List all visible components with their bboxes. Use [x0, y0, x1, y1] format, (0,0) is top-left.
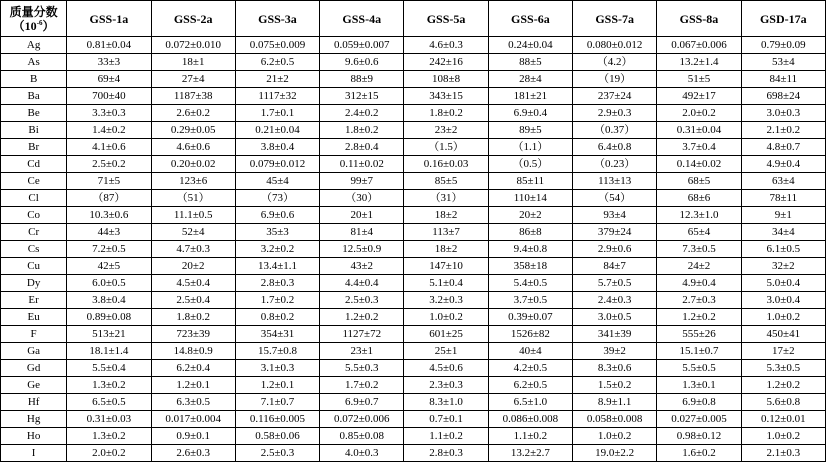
table-row: [1, 292, 826, 309]
column-header: GSD-17a: [741, 1, 825, 37]
table-cell: 44±3: [67, 224, 151, 241]
table-cell: 1.0±0.2: [741, 428, 825, 445]
table-cell: 10.3±0.6: [67, 207, 151, 224]
table-cell: 12.5±0.9: [320, 241, 404, 258]
element-label: F: [1, 326, 67, 343]
table-cell: 0.79±0.09: [741, 37, 825, 54]
table-cell: 700±40: [67, 88, 151, 105]
table-cell: 3.1±0.3: [235, 360, 319, 377]
table-cell: 6.5±0.5: [67, 394, 151, 411]
column-header: GSS-6a: [488, 1, 572, 37]
table-cell: 450±41: [741, 326, 825, 343]
table-cell: 0.20±0.02: [151, 156, 235, 173]
table-cell: 343±15: [404, 88, 488, 105]
table-cell: 6.9±0.7: [320, 394, 404, 411]
element-label: Er: [1, 292, 67, 309]
table-cell: 5.5±0.4: [67, 360, 151, 377]
table-cell: 341±39: [573, 326, 657, 343]
table-row: [1, 394, 826, 411]
table-row: [1, 428, 826, 445]
table-cell: 21±2: [235, 71, 319, 88]
table-cell: 1.1±0.2: [488, 428, 572, 445]
table-cell: 0.080±0.012: [573, 37, 657, 54]
table-cell: 0.086±0.008: [488, 411, 572, 428]
table-cell: 3.7±0.4: [657, 139, 741, 156]
table-cell: 45±4: [235, 173, 319, 190]
table-cell: 6.9±0.4: [488, 105, 572, 122]
corner-header-cell: [1, 1, 67, 37]
table-cell: 85±11: [488, 173, 572, 190]
table-cell: 42±5: [67, 258, 151, 275]
table-row: [1, 173, 826, 190]
table-cell: 1187±38: [151, 88, 235, 105]
table-cell: 2.5±0.4: [151, 292, 235, 309]
table-cell: 89±5: [488, 122, 572, 139]
table-cell: 18±2: [404, 241, 488, 258]
table-cell: 0.059±0.007: [320, 37, 404, 54]
table-cell: 6.9±0.8: [657, 394, 741, 411]
table-cell: 2.0±0.2: [67, 445, 151, 462]
table-cell: 555±26: [657, 326, 741, 343]
table-cell: 68±5: [657, 173, 741, 190]
table-cell: 1.2±0.1: [235, 377, 319, 394]
table-cell: 18.1±1.4: [67, 343, 151, 360]
table-cell: 3.0±0.5: [573, 309, 657, 326]
table-cell: 601±25: [404, 326, 488, 343]
table-cell: 12.3±1.0: [657, 207, 741, 224]
table-cell: 5.7±0.5: [573, 275, 657, 292]
table-cell: 0.58±0.06: [235, 428, 319, 445]
table-cell: 1.7±0.2: [320, 377, 404, 394]
table-cell: 3.2±0.3: [404, 292, 488, 309]
table-cell: 8.9±1.1: [573, 394, 657, 411]
table-cell: 5.3±0.5: [741, 360, 825, 377]
corner-unit: $(10^{-6})$: [12, 18, 55, 33]
column-header: GSS-3a: [235, 1, 319, 37]
column-header: GSS-5a: [404, 1, 488, 37]
element-label: Hg: [1, 411, 67, 428]
table-cell: 1.7±0.1: [235, 105, 319, 122]
table-cell: 1.2±0.2: [657, 309, 741, 326]
table-cell: 0.85±0.08: [320, 428, 404, 445]
table-cell: （1.5）: [404, 139, 488, 156]
element-label: Be: [1, 105, 67, 122]
element-label: Eu: [1, 309, 67, 326]
table-cell: 8.3±0.6: [573, 360, 657, 377]
table-cell: 2.9±0.3: [573, 105, 657, 122]
table-row: [1, 190, 826, 207]
table-cell: 6.5±1.0: [488, 394, 572, 411]
table-cell: 2.8±0.4: [320, 139, 404, 156]
table-cell: 3.7±0.5: [488, 292, 572, 309]
element-label: Ga: [1, 343, 67, 360]
table-cell: 0.7±0.1: [404, 411, 488, 428]
table-cell: 88±9: [320, 71, 404, 88]
table-cell: 1.3±0.2: [67, 377, 151, 394]
table-cell: 17±2: [741, 343, 825, 360]
table-cell: 358±18: [488, 258, 572, 275]
table-cell: 3.8±0.4: [235, 139, 319, 156]
element-label: Cd: [1, 156, 67, 173]
table-row: [1, 156, 826, 173]
table-row: [1, 139, 826, 156]
table-row: [1, 37, 826, 54]
table-row: [1, 309, 826, 326]
table-cell: 1.0±0.2: [573, 428, 657, 445]
table-cell: 28±4: [488, 71, 572, 88]
table-cell: 0.072±0.010: [151, 37, 235, 54]
table-cell: 23±2: [404, 122, 488, 139]
table-cell: 1.7±0.2: [235, 292, 319, 309]
element-label: Cs: [1, 241, 67, 258]
table-cell: 6.9±0.6: [235, 207, 319, 224]
element-label: Ba: [1, 88, 67, 105]
table-cell: 81±4: [320, 224, 404, 241]
table-row: [1, 88, 826, 105]
table-cell: 354±31: [235, 326, 319, 343]
element-label: Cl: [1, 190, 67, 207]
element-label: Dy: [1, 275, 67, 292]
corner-label: 质量分数: [9, 4, 58, 19]
table-row: [1, 258, 826, 275]
table-cell: 4.9±0.4: [657, 275, 741, 292]
table-cell: 5.4±0.5: [488, 275, 572, 292]
table-cell: 3.0±0.3: [741, 105, 825, 122]
table-cell: 2.1±0.2: [741, 122, 825, 139]
table-cell: （31）: [404, 190, 488, 207]
table-cell: （0.5）: [488, 156, 572, 173]
table-cell: 0.31±0.04: [657, 122, 741, 139]
table-cell: 0.11±0.02: [320, 156, 404, 173]
table-cell: 113±13: [573, 173, 657, 190]
table-cell: 69±4: [67, 71, 151, 88]
table-cell: 40±4: [488, 343, 572, 360]
table-cell: 4.9±0.4: [741, 156, 825, 173]
table-cell: 0.14±0.02: [657, 156, 741, 173]
table-cell: 63±4: [741, 173, 825, 190]
table-cell: 71±5: [67, 173, 151, 190]
table-cell: 379±24: [573, 224, 657, 241]
table-cell: 0.075±0.009: [235, 37, 319, 54]
table-cell: 11.1±0.5: [151, 207, 235, 224]
table-cell: 0.81±0.04: [67, 37, 151, 54]
table-cell: 0.16±0.03: [404, 156, 488, 173]
table-cell: 1.3±0.1: [657, 377, 741, 394]
table-cell: 0.98±0.12: [657, 428, 741, 445]
table-cell: 3.8±0.4: [67, 292, 151, 309]
table-cell: 13.2±1.4: [657, 54, 741, 71]
table-cell: 53±4: [741, 54, 825, 71]
table-row: [1, 224, 826, 241]
table-cell: （19）: [573, 71, 657, 88]
table-cell: 0.067±0.006: [657, 37, 741, 54]
table-cell: 2.3±0.3: [404, 377, 488, 394]
table-cell: 2.8±0.3: [404, 445, 488, 462]
table-cell: 4.6±0.3: [404, 37, 488, 54]
table-row: [1, 207, 826, 224]
table-cell: 7.1±0.7: [235, 394, 319, 411]
table-cell: 237±24: [573, 88, 657, 105]
table-cell: 4.8±0.7: [741, 139, 825, 156]
table-cell: 4.1±0.6: [67, 139, 151, 156]
table-cell: 1526±82: [488, 326, 572, 343]
table-cell: 1.0±0.2: [404, 309, 488, 326]
table-cell: 2.9±0.6: [573, 241, 657, 258]
table-cell: 1.2±0.1: [151, 377, 235, 394]
table-cell: 5.6±0.8: [741, 394, 825, 411]
table-cell: 0.21±0.04: [235, 122, 319, 139]
table-cell: 2.6±0.3: [151, 445, 235, 462]
table-cell: 113±7: [404, 224, 488, 241]
table-cell: （0.37）: [573, 122, 657, 139]
element-label: Bi: [1, 122, 67, 139]
table-cell: 0.31±0.03: [67, 411, 151, 428]
table-cell: 0.24±0.04: [488, 37, 572, 54]
element-label: I: [1, 445, 67, 462]
table-cell: 15.7±0.8: [235, 343, 319, 360]
table-cell: （51）: [151, 190, 235, 207]
table-row: [1, 360, 826, 377]
table-cell: 84±7: [573, 258, 657, 275]
table-row: [1, 343, 826, 360]
table-cell: 698±24: [741, 88, 825, 105]
table-cell: 0.079±0.012: [235, 156, 319, 173]
table-row: [1, 411, 826, 428]
table-row: [1, 54, 826, 71]
element-label: Br: [1, 139, 67, 156]
element-label: Ge: [1, 377, 67, 394]
table-cell: 181±21: [488, 88, 572, 105]
table-cell: 32±2: [741, 258, 825, 275]
table-cell: 39±2: [573, 343, 657, 360]
table-cell: 33±3: [67, 54, 151, 71]
table-cell: 13.4±1.1: [235, 258, 319, 275]
table-cell: 6.2±0.5: [488, 377, 572, 394]
table-cell: （0.23）: [573, 156, 657, 173]
table-cell: 1.3±0.2: [67, 428, 151, 445]
table-cell: 1.5±0.2: [573, 377, 657, 394]
table-cell: 4.4±0.4: [320, 275, 404, 292]
table-cell: 93±4: [573, 207, 657, 224]
table-cell: 312±15: [320, 88, 404, 105]
table-cell: 1.2±0.2: [320, 309, 404, 326]
table-cell: 4.5±0.6: [404, 360, 488, 377]
column-header: GSS-1a: [67, 1, 151, 37]
table-cell: 9.6±0.6: [320, 54, 404, 71]
table-cell: 4.0±0.3: [320, 445, 404, 462]
element-label: Cu: [1, 258, 67, 275]
table-cell: 4.6±0.6: [151, 139, 235, 156]
table-cell: 20±2: [151, 258, 235, 275]
table-cell: 1.8±0.2: [320, 122, 404, 139]
table-cell: 2.4±0.2: [320, 105, 404, 122]
table-cell: 123±6: [151, 173, 235, 190]
table-cell: 3.2±0.2: [235, 241, 319, 258]
table-cell: 7.2±0.5: [67, 241, 151, 258]
element-label: Ce: [1, 173, 67, 190]
table-cell: 0.8±0.2: [235, 309, 319, 326]
table-cell: 5.0±0.4: [741, 275, 825, 292]
table-row: [1, 105, 826, 122]
table-cell: 20±2: [488, 207, 572, 224]
table-cell: 4.7±0.3: [151, 241, 235, 258]
table-cell: 25±1: [404, 343, 488, 360]
table-cell: 0.116±0.005: [235, 411, 319, 428]
column-header: GSS-4a: [320, 1, 404, 37]
table-cell: 2.7±0.3: [657, 292, 741, 309]
table-cell: （30）: [320, 190, 404, 207]
table-header: [1, 1, 826, 37]
table-cell: 6.0±0.5: [67, 275, 151, 292]
table-cell: 492±17: [657, 88, 741, 105]
table-cell: 24±2: [657, 258, 741, 275]
table-cell: （87）: [67, 190, 151, 207]
element-label: Gd: [1, 360, 67, 377]
table-cell: 0.027±0.005: [657, 411, 741, 428]
table-cell: 8.3±1.0: [404, 394, 488, 411]
table-cell: 1.6±0.2: [657, 445, 741, 462]
column-header: GSS-2a: [151, 1, 235, 37]
table-cell: 2.4±0.3: [573, 292, 657, 309]
table-cell: 2.5±0.2: [67, 156, 151, 173]
table-cell: 19.0±2.2: [573, 445, 657, 462]
table-cell: 43±2: [320, 258, 404, 275]
table-cell: 27±4: [151, 71, 235, 88]
table-cell: 1127±72: [320, 326, 404, 343]
table-cell: 0.9±0.1: [151, 428, 235, 445]
table-cell: 1.2±0.2: [741, 377, 825, 394]
element-label: Ho: [1, 428, 67, 445]
table-cell: 0.072±0.006: [320, 411, 404, 428]
table-cell: 4.5±0.4: [151, 275, 235, 292]
table-cell: 0.12±0.01: [741, 411, 825, 428]
table-row: [1, 377, 826, 394]
table-cell: 0.017±0.004: [151, 411, 235, 428]
table-cell: 1.8±0.2: [404, 105, 488, 122]
table-cell: （54）: [573, 190, 657, 207]
table-cell: 0.39±0.07: [488, 309, 572, 326]
table-cell: 5.5±0.5: [657, 360, 741, 377]
table-cell: 1117±32: [235, 88, 319, 105]
table-cell: 723±39: [151, 326, 235, 343]
table-row: [1, 326, 826, 343]
table-cell: 4.2±0.5: [488, 360, 572, 377]
table-cell: 14.8±0.9: [151, 343, 235, 360]
table-cell: 18±1: [151, 54, 235, 71]
column-header: GSS-8a: [657, 1, 741, 37]
table-cell: 147±10: [404, 258, 488, 275]
table-cell: 23±1: [320, 343, 404, 360]
table-row: [1, 445, 826, 462]
table-cell: 52±4: [151, 224, 235, 241]
table-cell: 110±14: [488, 190, 572, 207]
table-cell: 51±5: [657, 71, 741, 88]
table-row: [1, 241, 826, 258]
table-cell: 2.1±0.3: [741, 445, 825, 462]
header-row: [1, 1, 826, 37]
table-cell: 88±5: [488, 54, 572, 71]
element-label: Hf: [1, 394, 67, 411]
table-cell: 5.1±0.4: [404, 275, 488, 292]
table-cell: 65±4: [657, 224, 741, 241]
table-cell: 15.1±0.7: [657, 343, 741, 360]
table-cell: （4.2）: [573, 54, 657, 71]
table-row: [1, 275, 826, 292]
table-cell: 0.058±0.008: [573, 411, 657, 428]
table-cell: 2.0±0.2: [657, 105, 741, 122]
table-body: [1, 37, 826, 462]
table-cell: 86±8: [488, 224, 572, 241]
table-cell: 20±1: [320, 207, 404, 224]
table-cell: 18±2: [404, 207, 488, 224]
table-cell: 7.3±0.5: [657, 241, 741, 258]
table-cell: 84±11: [741, 71, 825, 88]
table-cell: 35±3: [235, 224, 319, 241]
element-label: Cr: [1, 224, 67, 241]
table-cell: 6.3±0.5: [151, 394, 235, 411]
column-header: GSS-7a: [573, 1, 657, 37]
table-cell: 13.2±2.7: [488, 445, 572, 462]
element-label: B: [1, 71, 67, 88]
table-row: [1, 122, 826, 139]
table-cell: 108±8: [404, 71, 488, 88]
table-cell: 3.0±0.4: [741, 292, 825, 309]
table-cell: 6.4±0.8: [573, 139, 657, 156]
table-cell: （73）: [235, 190, 319, 207]
table-cell: 78±11: [741, 190, 825, 207]
table-row: [1, 71, 826, 88]
element-label: Ag: [1, 37, 67, 54]
table-cell: 2.8±0.3: [235, 275, 319, 292]
element-label: As: [1, 54, 67, 71]
table-cell: 1.8±0.2: [151, 309, 235, 326]
table-cell: 242±16: [404, 54, 488, 71]
table-cell: 2.5±0.3: [235, 445, 319, 462]
table-cell: 0.29±0.05: [151, 122, 235, 139]
table-cell: （1.1）: [488, 139, 572, 156]
table-cell: 1.1±0.2: [404, 428, 488, 445]
table-cell: 85±5: [404, 173, 488, 190]
table-cell: 513±21: [67, 326, 151, 343]
table-cell: 1.0±0.2: [741, 309, 825, 326]
table-cell: 2.6±0.2: [151, 105, 235, 122]
table-cell: 99±7: [320, 173, 404, 190]
table-cell: 1.4±0.2: [67, 122, 151, 139]
table-cell: 6.1±0.5: [741, 241, 825, 258]
table-cell: 6.2±0.5: [235, 54, 319, 71]
table-cell: 5.5±0.3: [320, 360, 404, 377]
table-cell: 9.4±0.8: [488, 241, 572, 258]
table-cell: 2.5±0.3: [320, 292, 404, 309]
table-cell: 6.2±0.4: [151, 360, 235, 377]
table-cell: 34±4: [741, 224, 825, 241]
table-cell: 9±1: [741, 207, 825, 224]
element-label: Co: [1, 207, 67, 224]
table-cell: 0.89±0.08: [67, 309, 151, 326]
table-cell: 68±6: [657, 190, 741, 207]
table-cell: 3.3±0.3: [67, 105, 151, 122]
